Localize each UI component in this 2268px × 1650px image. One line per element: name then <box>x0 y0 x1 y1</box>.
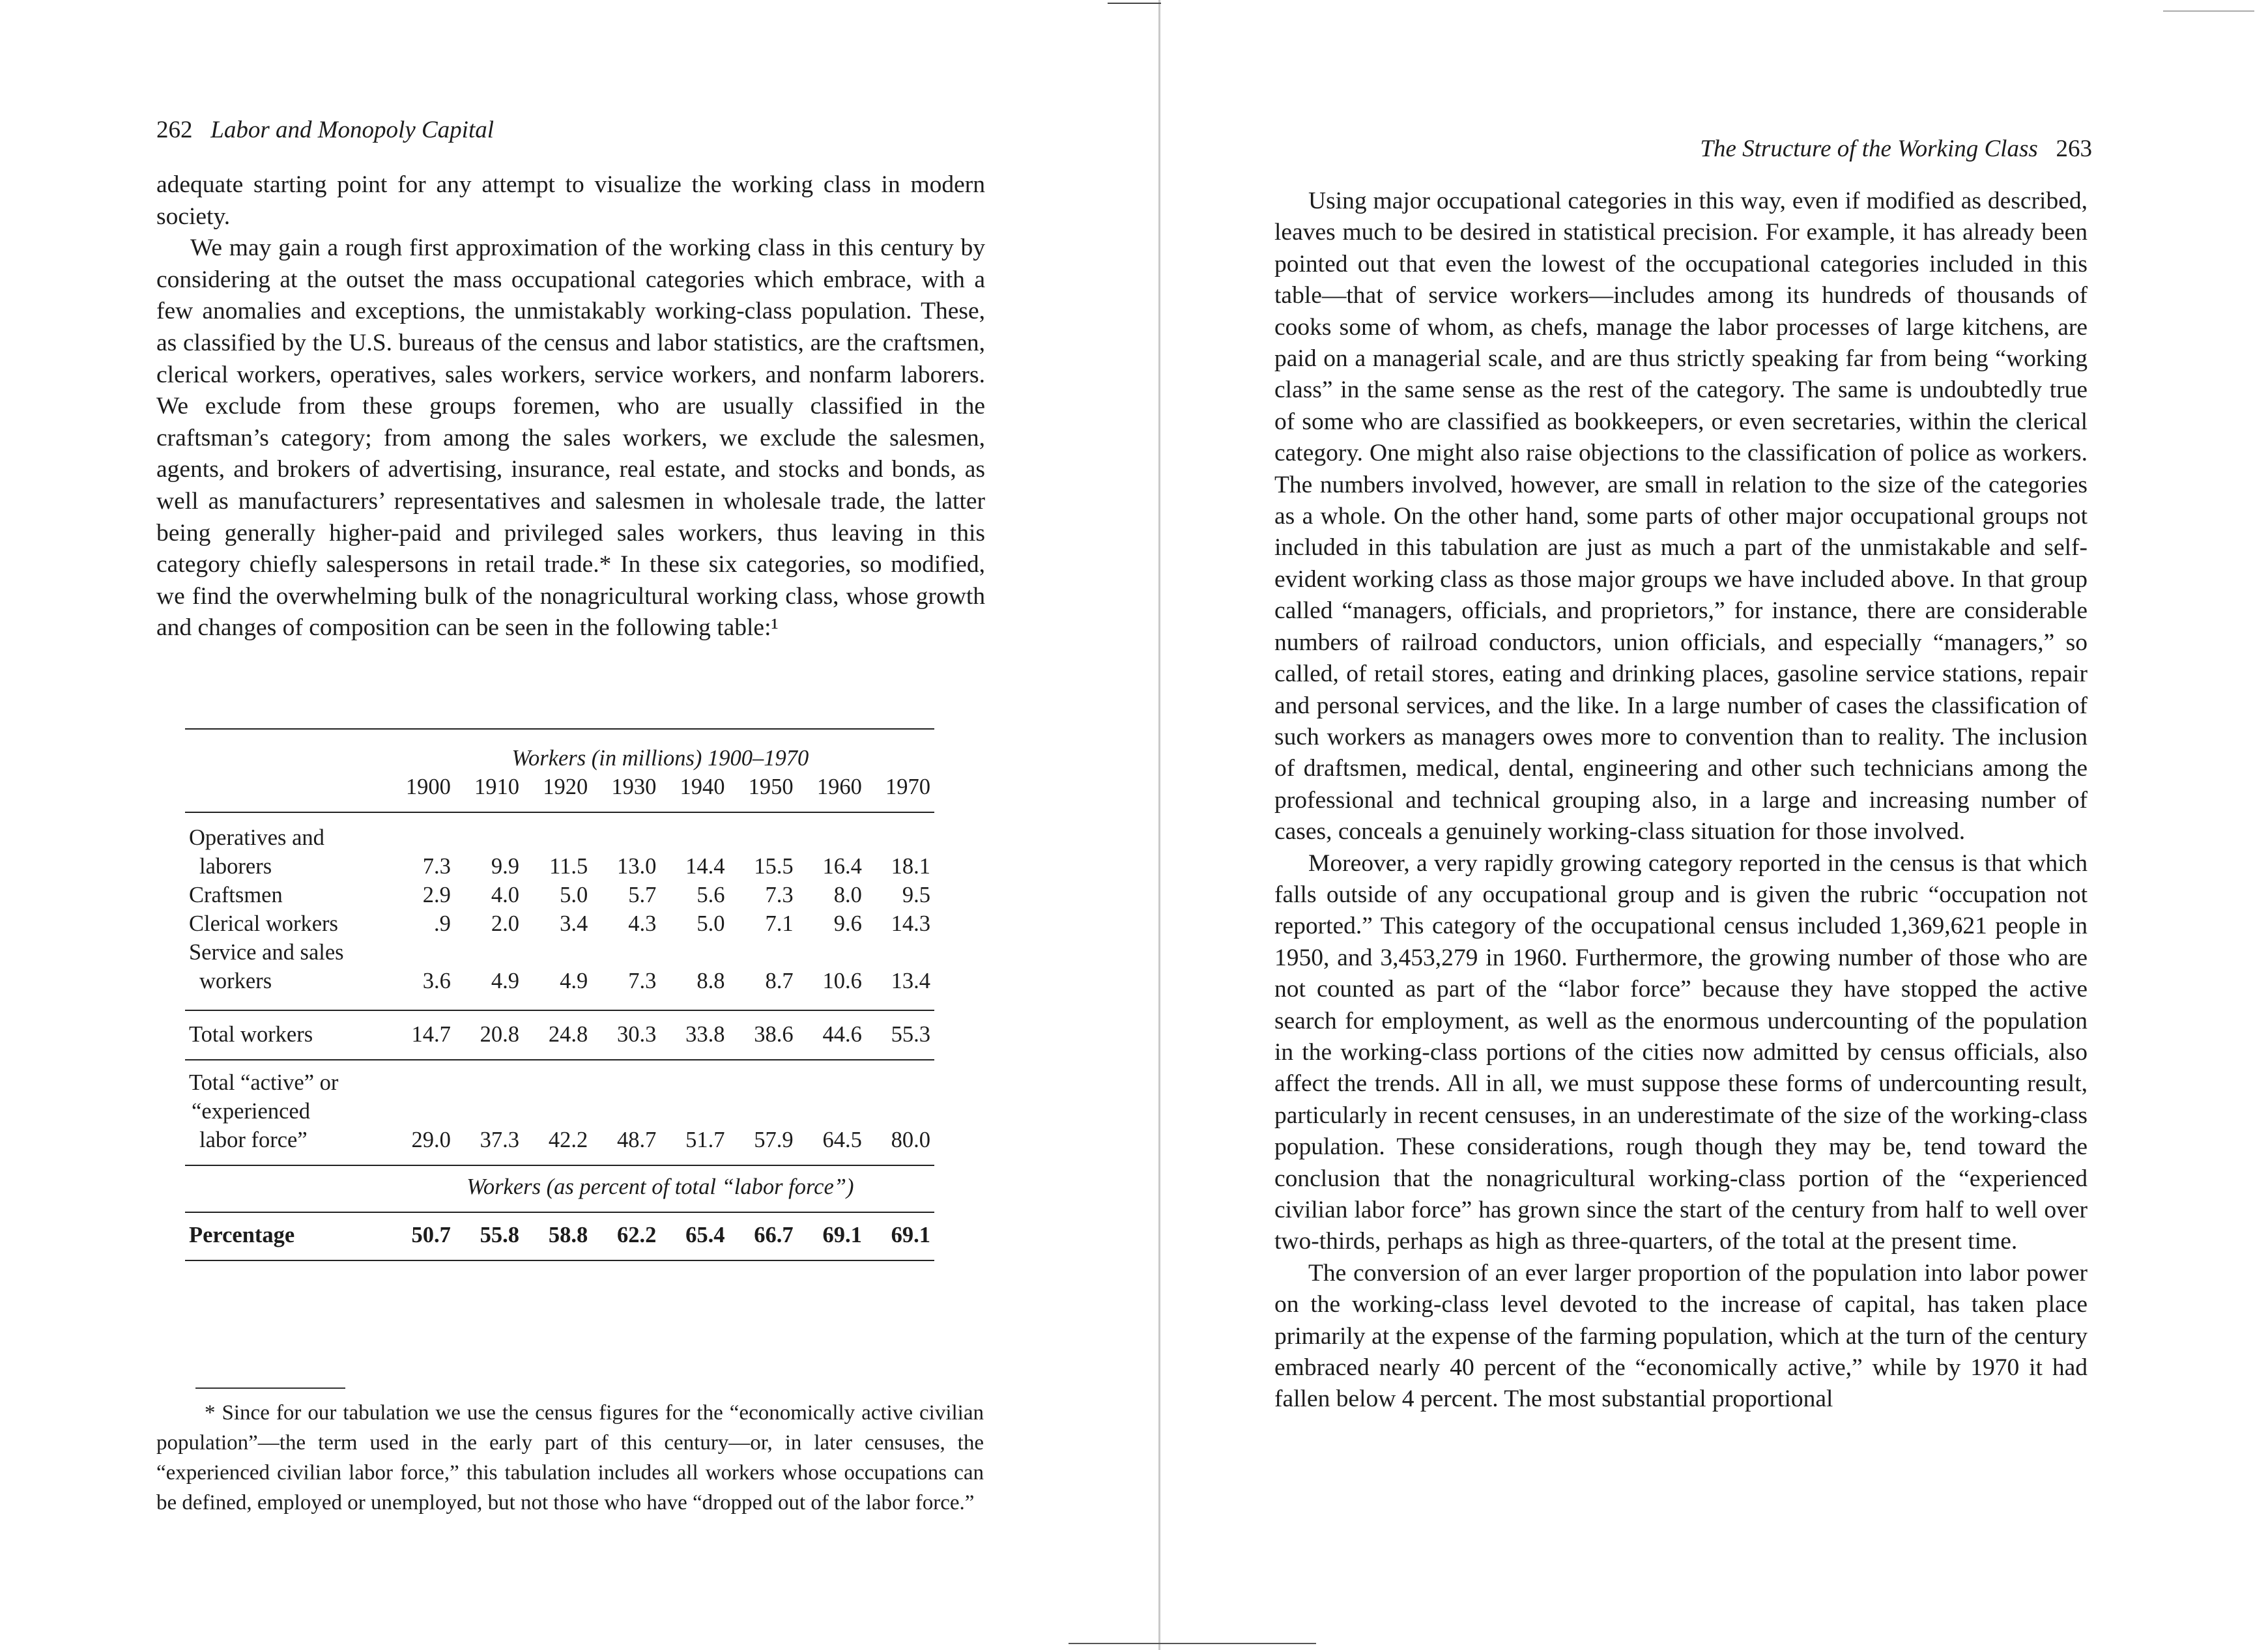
table-cell: 62.2 <box>616 1223 657 1247</box>
table-cell: 18.1 <box>891 854 930 879</box>
table-cell: 4.3 <box>628 911 657 936</box>
table-cell: 7.1 <box>765 911 794 936</box>
year-header: 1920 <box>543 775 588 799</box>
right-page-number: 263 <box>2056 135 2092 162</box>
table-cell: 42.2 <box>548 1128 588 1152</box>
table-cell: 69.1 <box>822 1223 862 1247</box>
table-cell: 50.7 <box>411 1223 451 1247</box>
right-paragraph: Moreover, a very rapidly growing category reported in the census is that which falls outside of any occupational group and is given the rubric “occupation not reported.” This category of the occupational census included 1,369,621 people in 1950, and 3,453,279 in 1960. Furthermore, the growing number of those who are not counted as part of the “labor force” because they have stopped the active search for employment, as well as the enormous undercounting of the population in the working-class portions of the cities now admitted by census officials, also affect the trends. All in all, we must suppose these forms of undercounting result, particularly in recent censuses, in an underestimate of the size of the working-class population. These considerations, rough though they may be, tend toward the conclusion that the nonagricultural working-class portion of the “experienced civilian labor force” has grown since the start of the century from half to well over two-thirds, perhaps as high as three-quarters, of the total at the present time. <box>1274 849 2088 1255</box>
table-cell: 57.9 <box>754 1128 794 1152</box>
table-row <box>185 1126 934 1154</box>
table-cell: 58.8 <box>548 1223 588 1247</box>
table-cell: 3.4 <box>560 911 588 936</box>
year-header: 1910 <box>474 775 520 799</box>
table-cell: 30.3 <box>616 1022 657 1047</box>
row-label: “experienced <box>192 1099 310 1124</box>
year-header: 1970 <box>885 775 930 799</box>
table-cell: 5.0 <box>696 911 725 936</box>
table-cell: 51.7 <box>685 1128 725 1152</box>
table-row <box>185 967 934 995</box>
table-cell: 33.8 <box>685 1022 725 1047</box>
table-cell: 13.0 <box>616 854 657 879</box>
right-running-head <box>1700 135 2092 163</box>
table-cell: 4.9 <box>560 969 588 993</box>
row-label: Craftsmen <box>189 883 283 907</box>
footnote-rule <box>195 1387 345 1389</box>
row-label: Service and sales <box>189 940 344 965</box>
table-cell: 7.3 <box>765 883 794 907</box>
table-cell: 9.9 <box>491 854 520 879</box>
footnote-text: * Since for our tabulation we use the census figures for the “economically active civilian population”—the term used in the early part of this century—or, in later censuses, the “experienced civilian labor force,” this tabulation includes all workers whose occupations can be defined, employed or unemployed, but not those who have “dropped out of the labor force.” <box>156 1401 984 1515</box>
table-cell: 3.6 <box>422 969 451 993</box>
table-row <box>185 881 934 909</box>
right-paragraph: The conversion of an ever larger proportion of the population into labor power on the working-class level devoted to the increase of capital, has taken place primarily at the expense of the farming population, which at the turn of the century embraced nearly 40 percent of the “economically active,” while by 1970 it had fallen below 4 percent. The most substantial proportional <box>1274 1259 2088 1413</box>
right-running-title: The Structure of the Working Class <box>1700 135 2038 162</box>
row-label: Clerical workers <box>189 911 338 936</box>
year-header: 1930 <box>611 775 657 799</box>
table-cell: 9.6 <box>833 911 862 936</box>
table-cell: 2.9 <box>422 883 451 907</box>
percent-caption: Workers (as percent of total “labor force”) <box>467 1174 854 1199</box>
table-cell: 5.6 <box>696 883 725 907</box>
left-running-head <box>156 116 494 144</box>
table-cell: 37.3 <box>480 1128 520 1152</box>
footnote <box>156 1398 984 1518</box>
row-label: labor force” <box>199 1128 308 1152</box>
year-header: 1900 <box>405 775 451 799</box>
table-cell: 20.8 <box>480 1022 520 1047</box>
row-label: Operatives and <box>189 825 324 850</box>
table-cell: 66.7 <box>754 1223 794 1247</box>
left-paragraph: adequate starting point for any attempt to visualize the working class in modern society. <box>156 171 985 230</box>
table-row <box>185 823 934 852</box>
table-cell: 7.3 <box>628 969 657 993</box>
left-paragraph: We may gain a rough first approximation of the working class in this century by considering at the outset the mass occupational categories which embrace, with a few anomalies and exceptions, the unmistakably working-class population. These, as classified by the U.S. bureaus of the census and labor statistics, are the craftsmen, clerical workers, operatives, sales workers, service workers, and nonfarm laborers. We exclude from these groups foremen, who are usually classified in the craftsman’s category; from among the sales workers, we exclude the salesmen, agents, and brokers of advertising, insurance, real estate, and stocks and bonds, as well as manufacturers’ representatives and salesmen in wholesale trade, the latter being generally higher-paid and privileged sales workers, thus leaving in this category chiefly salespersons in retail trade.* In these six categories, so modified, we find the overwhelming bulk of the nonagricultural working class, whose growth and changes of composition can be seen in the following table:¹ <box>156 235 985 642</box>
left-running-title: Labor and Monopoly Capital <box>210 117 495 143</box>
table-cell: 2.0 <box>491 911 520 936</box>
table-cell: 9.5 <box>902 883 930 907</box>
table-cell: 8.0 <box>833 883 862 907</box>
table-cell: 24.8 <box>548 1022 588 1047</box>
table-cell: 38.6 <box>754 1022 794 1047</box>
table-cell: 69.1 <box>891 1223 930 1247</box>
table-cell: 8.7 <box>765 969 794 993</box>
table-cell: 14.7 <box>411 1022 451 1047</box>
table-cell: 65.4 <box>685 1223 725 1247</box>
table-cell: 5.7 <box>628 883 657 907</box>
table-cell: 13.4 <box>891 969 930 993</box>
table-cell: 64.5 <box>822 1128 862 1152</box>
table-cell: 80.0 <box>891 1128 930 1152</box>
table-cell: 29.0 <box>411 1128 451 1152</box>
table-cell: 55.8 <box>480 1223 520 1247</box>
table-cell: 4.0 <box>491 883 520 907</box>
table-cell: 15.5 <box>754 854 794 879</box>
right-page <box>1147 0 2268 1650</box>
table-cell: 4.9 <box>491 969 520 993</box>
table-cell: 44.6 <box>822 1022 862 1047</box>
table-cell: 8.8 <box>696 969 725 993</box>
row-label: laborers <box>199 854 272 879</box>
table-cell: 48.7 <box>616 1128 657 1152</box>
table-cell: 7.3 <box>422 854 451 879</box>
table-cell: 5.0 <box>560 883 588 907</box>
table-cell: 10.6 <box>822 969 862 993</box>
workers-table <box>185 728 934 1262</box>
right-body-text <box>1274 186 2088 1415</box>
table-cell: 14.4 <box>685 854 725 879</box>
row-label: Total workers <box>189 1022 313 1047</box>
table-row <box>185 1097 934 1126</box>
table-row <box>185 1068 934 1097</box>
year-header: 1950 <box>748 775 794 799</box>
table-cell: 55.3 <box>891 1022 930 1047</box>
left-body-text <box>156 169 985 644</box>
year-header: 1960 <box>816 775 862 799</box>
row-label: workers <box>199 969 272 993</box>
table-row <box>185 938 934 967</box>
table-cell: .9 <box>434 911 451 936</box>
table-row <box>185 852 934 881</box>
year-header: 1940 <box>680 775 725 799</box>
table-header-row <box>185 773 934 801</box>
table-row <box>185 909 934 938</box>
right-paragraph: Using major occupational categories in this way, even if modified as described, leaves much to be desired in statistical precision. For example, it has already been pointed out that even the lowest of the occupational categories included in this table—that of service workers—includes among its hundreds of thousands of cooks some of whom, as chefs, manage the labor processes of large kitchens, are paid on a managerial scale, and are thus strictly speaking far from being “working class” in the same sense as the rest of the category. The same is undoubtedly true of some who are classified as bookkeepers, or even secretaries, within the clerical category. One might also raise objections to the classification of police as workers. The numbers involved, however, are small in relation to the size of the categories as a whole. On the other hand, some parts of other major occupational groups not included in this tabulation are just as much a part of the unmistakable and self-evident working class as those major groups we have included above. In that group called “managers, officials, and proprietors,” for instance, there are considerable numbers of railroad conductors, union officials, and especially “managers,” so called, of retail stores, eating and drinking places, gasoline service stations, repair and personal services, and the like. In a large number of cases the classification of such workers as managers owes more to convention than to reality. The inclusion of draftsmen, medical, dental, engineering and other such technicians among the professional and technical grouping also, in a large and increasing number of cases, conceals a genuinely working-class situation for those involved. <box>1274 188 2088 846</box>
table-cell: 14.3 <box>891 911 930 936</box>
row-label: Total “active” or <box>189 1070 339 1095</box>
table-caption: Workers (in millions) 1900–1970 <box>511 746 809 771</box>
table-cell: 16.4 <box>822 854 862 879</box>
row-label: Percentage <box>189 1223 295 1247</box>
table-total-row <box>185 1020 934 1049</box>
table-percentage-row <box>185 1221 934 1249</box>
table-cell: 11.5 <box>549 854 588 879</box>
left-page-number: 262 <box>156 117 193 143</box>
